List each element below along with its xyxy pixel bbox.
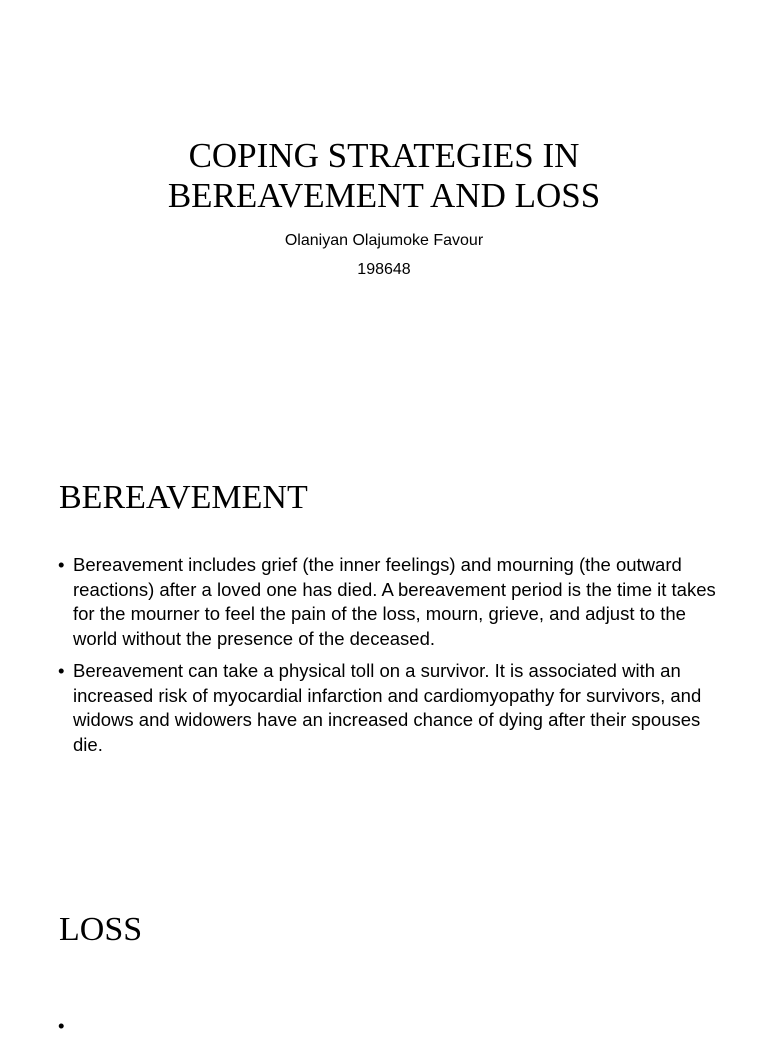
bereavement-slide xyxy=(0,430,768,860)
author-name: Olaniyan Olajumoke Favour xyxy=(284,232,484,249)
bullet-text: Bereavement includes grief (the inner feelings) and mourning (the outward reactions) after a loved one has died. A bereavement period is the time it takes for the mourner to feel the pain of the loss, mourn, grieve, and adjust to the world without the presence of the deceased. xyxy=(73,554,716,649)
title-line-1: COPING STRATEGIES IN xyxy=(188,136,580,175)
bullet-item xyxy=(58,553,718,651)
loss-slide xyxy=(0,860,768,1036)
student-id: 198648 xyxy=(357,261,411,278)
title-slide xyxy=(0,0,768,430)
bullet-icon: • xyxy=(58,1015,65,1036)
presentation-title xyxy=(84,136,684,216)
bullet-text: Bereavement can take a physical toll on a survivor. It is associated with an increased risk of myocardial infarction and cardiomyopathy for survivors, and widows and widowers have an increased chance of dying after their spouses die. xyxy=(73,660,702,755)
loss-heading: LOSS xyxy=(59,911,143,948)
bullet-icon: • xyxy=(58,554,65,575)
bereavement-bullet-list xyxy=(58,553,718,765)
bullet-icon: • xyxy=(58,660,65,681)
bullet-item xyxy=(58,659,718,757)
bereavement-heading: BEREAVEMENT xyxy=(59,479,308,516)
title-line-2: BEREAVEMENT AND LOSS xyxy=(167,176,601,215)
